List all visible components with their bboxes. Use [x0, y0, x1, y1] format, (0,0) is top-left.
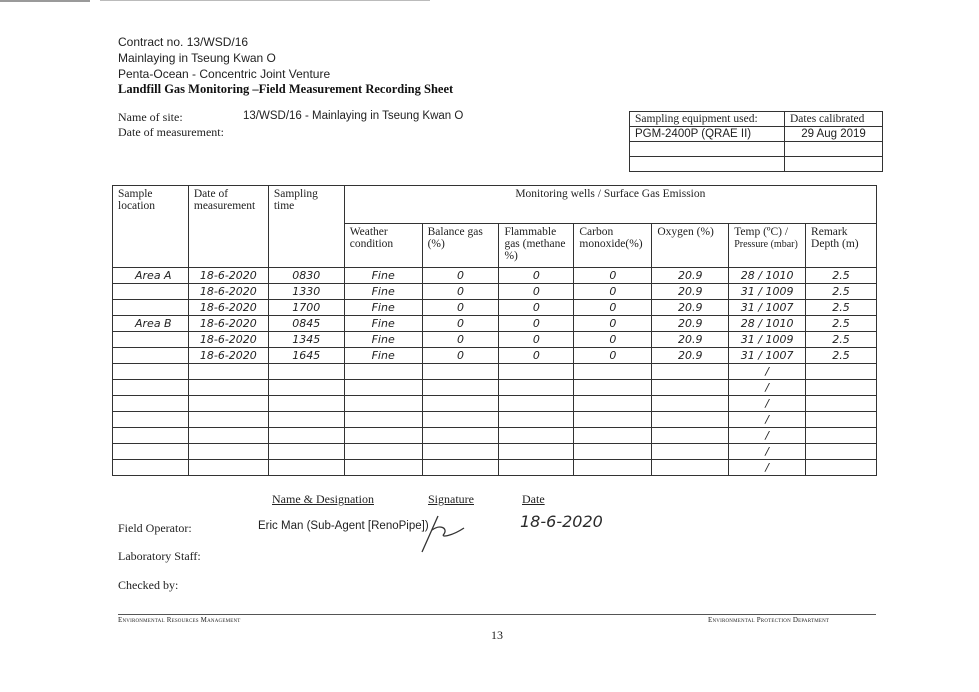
calibration-header: Dates calibrated — [785, 112, 883, 127]
table-row — [113, 348, 877, 364]
scan-artifact — [0, 0, 90, 2]
cell-oxygen: 20.9 — [652, 348, 729, 364]
cell-oxygen: 20.9 — [652, 332, 729, 348]
cell-date: 18-6-2020 — [188, 332, 268, 348]
cell-carbon: 0 — [574, 268, 652, 284]
cell-time: 1645 — [268, 348, 344, 364]
cell-balance: 0 — [422, 316, 499, 332]
blank-slash: / — [729, 412, 806, 428]
cell-depth: 2.5 — [806, 316, 877, 332]
cell-balance: 0 — [422, 348, 499, 364]
site-name-value: 13/WSD/16 - Mainlaying in Tseung Kwan O — [243, 110, 464, 122]
table-row — [113, 316, 877, 332]
table-row — [113, 268, 877, 284]
cell-temp-pressure: 31 / 1009 — [729, 284, 806, 300]
header-flammable-gas: Flammable gas (methane %) — [499, 224, 574, 268]
cell-balance: 0 — [422, 300, 499, 316]
blank-slash: / — [729, 380, 806, 396]
cell-depth: 2.5 — [806, 268, 877, 284]
cell-depth: 2.5 — [806, 332, 877, 348]
header-temp: Temp (ºC) / — [734, 226, 789, 238]
page-number: 13 — [491, 628, 503, 642]
cell-carbon: 0 — [574, 332, 652, 348]
header-sampling-time: Sampling time — [268, 186, 344, 268]
cell-time: 0845 — [268, 316, 344, 332]
cell-date: 18-6-2020 — [188, 316, 268, 332]
footer-divider — [118, 614, 876, 615]
equipment-empty-cell — [785, 157, 883, 172]
site-name-label: Name of site: — [118, 110, 183, 124]
cell-flammable: 0 — [499, 300, 574, 316]
header-remark-depth — [806, 224, 877, 268]
cell-flammable: 0 — [499, 332, 574, 348]
cell-weather: Fine — [344, 332, 422, 348]
sheet-title: Landfill Gas Monitoring –Field Measurement Recording Sheet — [118, 82, 454, 96]
header-remark: Remark — [811, 226, 848, 238]
cell-depth: 2.5 — [806, 284, 877, 300]
equipment-empty-cell — [630, 142, 785, 157]
cell-flammable: 0 — [499, 348, 574, 364]
equipment-empty-cell — [630, 157, 785, 172]
blank-slash: / — [729, 364, 806, 380]
header-sample-location: Sample location — [113, 186, 189, 268]
cell-temp-pressure: 28 / 1010 — [729, 316, 806, 332]
header-monitoring-group: Monitoring wells / Surface Gas Emission — [344, 186, 876, 224]
blank-row — [113, 460, 877, 476]
cell-location: Area B — [113, 316, 189, 332]
blank-row — [113, 444, 877, 460]
cell-depth: 2.5 — [806, 348, 877, 364]
header-measurement-date: Date of measurement — [188, 186, 268, 268]
table-row — [113, 300, 877, 316]
blank-row — [113, 396, 877, 412]
handwritten-signature — [418, 510, 470, 554]
cell-date: 18-6-2020 — [188, 348, 268, 364]
cell-flammable: 0 — [499, 316, 574, 332]
blank-slash: / — [729, 460, 806, 476]
cell-date: 18-6-2020 — [188, 284, 268, 300]
cell-depth: 2.5 — [806, 300, 877, 316]
cell-weather: Fine — [344, 300, 422, 316]
cell-carbon: 0 — [574, 284, 652, 300]
cell-flammable: 0 — [499, 268, 574, 284]
cell-oxygen: 20.9 — [652, 300, 729, 316]
blank-row — [113, 428, 877, 444]
cell-weather: Fine — [344, 348, 422, 364]
blank-slash: / — [729, 396, 806, 412]
cell-carbon: 0 — [574, 348, 652, 364]
header-balance-gas: Balance gas (%) — [422, 224, 499, 268]
field-operator-label: Field Operator: — [118, 521, 192, 535]
cell-date: 18-6-2020 — [188, 300, 268, 316]
cell-time: 1345 — [268, 332, 344, 348]
cell-carbon: 0 — [574, 316, 652, 332]
cell-weather: Fine — [344, 284, 422, 300]
header-depth: Depth (m) — [811, 238, 859, 250]
cell-oxygen: 20.9 — [652, 316, 729, 332]
cell-flammable: 0 — [499, 284, 574, 300]
blank-row — [113, 412, 877, 428]
cell-date: 18-6-2020 — [188, 268, 268, 284]
header-carbon-monoxide: Carbon monoxide(%) — [574, 224, 652, 268]
measurement-table — [112, 185, 877, 476]
cell-temp-pressure: 31 / 1007 — [729, 348, 806, 364]
signoff-date-header: Date — [522, 492, 545, 506]
cell-weather: Fine — [344, 268, 422, 284]
header-pressure: Pressure (mbar) — [734, 239, 798, 250]
checked-by-label: Checked by: — [118, 578, 179, 592]
equipment-empty-cell — [785, 142, 883, 157]
cell-location — [113, 284, 189, 300]
field-operator-date: 18-6-2020 — [520, 512, 603, 531]
cell-location — [113, 300, 189, 316]
equipment-table — [629, 111, 883, 172]
cell-temp-pressure: 31 / 1009 — [729, 332, 806, 348]
cell-balance: 0 — [422, 332, 499, 348]
cell-weather: Fine — [344, 316, 422, 332]
header-weather: Weather condition — [344, 224, 422, 268]
laboratory-staff-label: Laboratory Staff: — [118, 549, 201, 563]
cell-balance: 0 — [422, 268, 499, 284]
contract-number: Contract no. 13/WSD/16 — [118, 35, 249, 49]
measurement-date-label: Date of measurement: — [118, 125, 224, 139]
header-temp-pressure — [729, 224, 806, 268]
footer-right: Environmental Protection Department — [708, 616, 830, 624]
equipment-header: Sampling equipment used: — [630, 112, 785, 127]
equipment-name: PGM-2400P (QRAE II) — [630, 127, 785, 142]
blank-slash: / — [729, 428, 806, 444]
cell-location — [113, 348, 189, 364]
cell-location — [113, 332, 189, 348]
cell-temp-pressure: 28 / 1010 — [729, 268, 806, 284]
blank-row — [113, 364, 877, 380]
cell-location: Area A — [113, 268, 189, 284]
field-operator-name: Eric Man (Sub-Agent [RenoPipe]) — [258, 520, 429, 532]
cell-carbon: 0 — [574, 300, 652, 316]
cell-time: 1330 — [268, 284, 344, 300]
cell-temp-pressure: 31 / 1007 — [729, 300, 806, 316]
table-row — [113, 332, 877, 348]
signoff-signature-header: Signature — [428, 492, 474, 506]
scan-artifact — [100, 0, 430, 1]
cell-oxygen: 20.9 — [652, 268, 729, 284]
signoff-name-header: Name & Designation — [272, 492, 374, 506]
footer-left: Environmental Resources Management — [118, 616, 241, 624]
table-row — [113, 284, 877, 300]
cell-oxygen: 20.9 — [652, 284, 729, 300]
blank-row — [113, 380, 877, 396]
cell-time: 1700 — [268, 300, 344, 316]
joint-venture: Penta-Ocean - Concentric Joint Venture — [118, 67, 331, 81]
calibration-date: 29 Aug 2019 — [785, 127, 883, 142]
cell-balance: 0 — [422, 284, 499, 300]
project-name: Mainlaying in Tseung Kwan O — [118, 51, 276, 65]
header-oxygen: Oxygen (%) — [652, 224, 729, 268]
blank-slash: / — [729, 444, 806, 460]
cell-time: 0830 — [268, 268, 344, 284]
